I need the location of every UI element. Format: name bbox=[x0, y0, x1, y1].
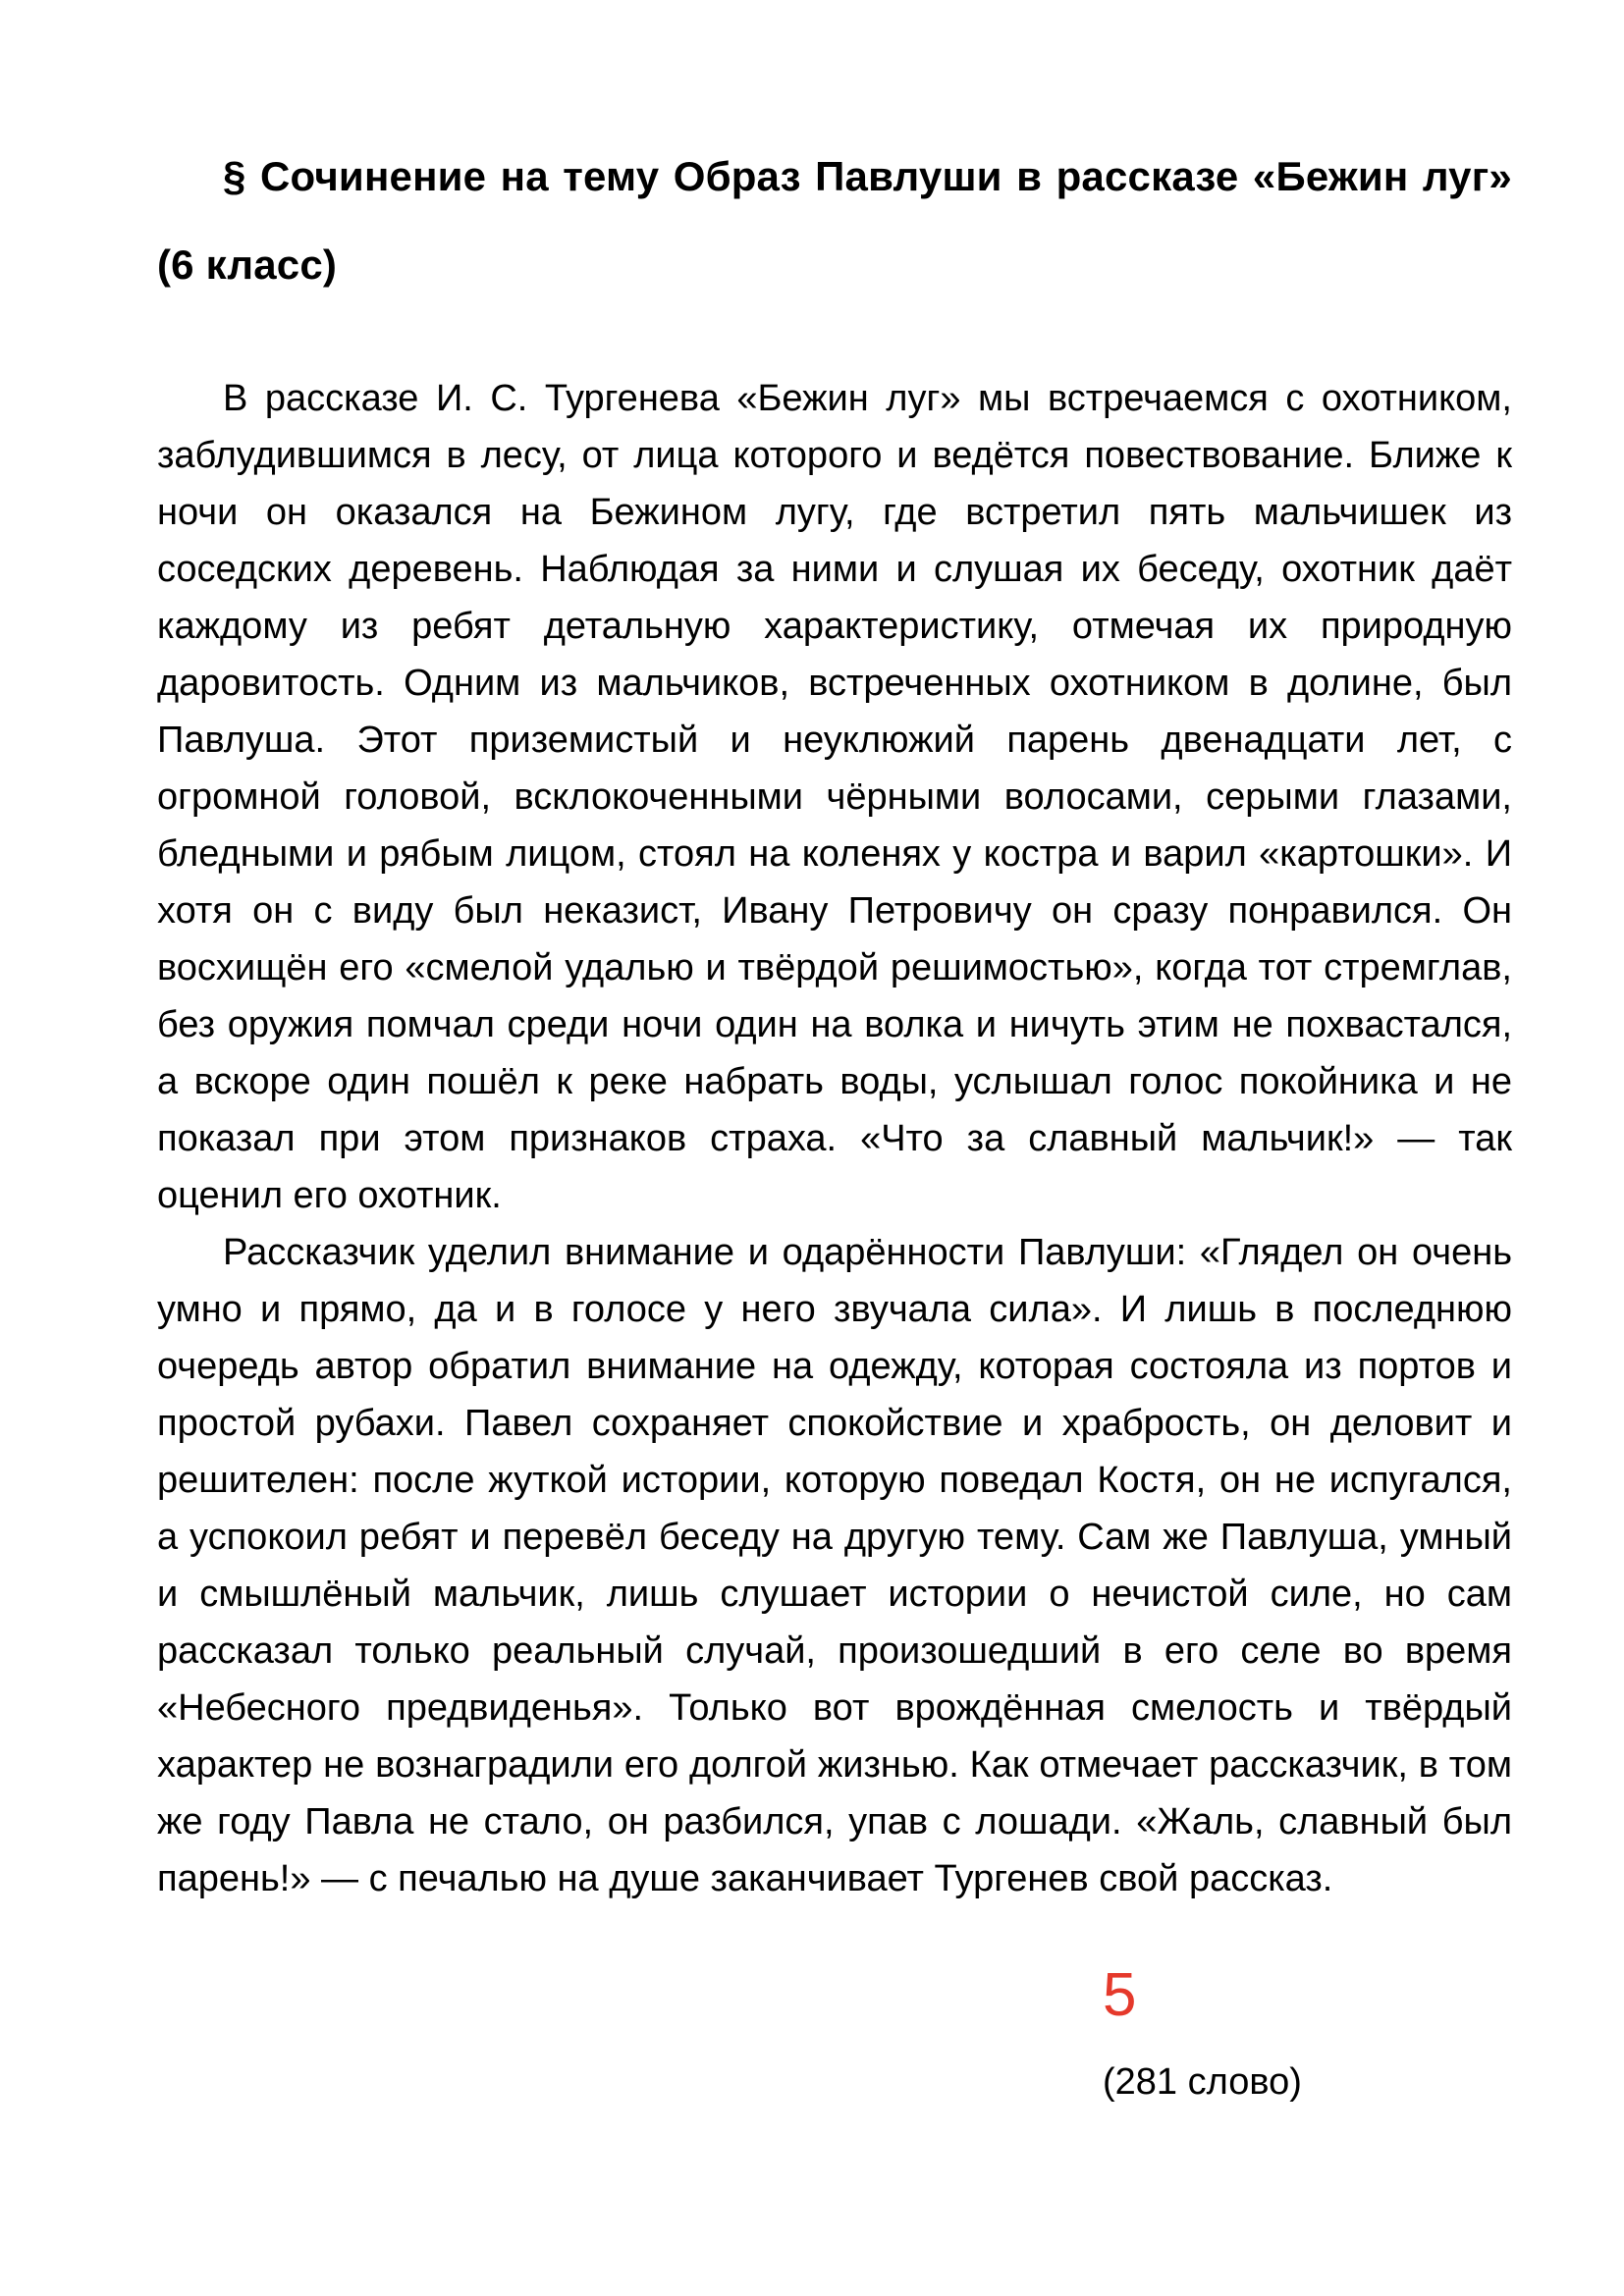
word-count: (281 слово) bbox=[1103, 2061, 1302, 2103]
essay-title: § Сочинение на тему Образ Павлуши в рассказе «Бежин луг» (6 класс) bbox=[157, 153, 1512, 288]
grade-area bbox=[1103, 1961, 1512, 2104]
essay-paragraph-1: В рассказе И. С. Тургенева «Бежин луг» мы встречаемся с охотником, заблудившимся в лесу, от лица которого и ведётся повествование. Ближе к ночи он оказался на Бежином лугу, где встретил пять мальчишек из соседских деревень. Наблюдая за ними и слушая их беседу, охотник даёт каждому из ребят детальную характеристику, отмечая их природную даровитость. Одним из мальчиков, встреченных охотником в долине, был Павлуша. Этот приземистый и неуклюжий парень двенадцати лет, с огромной головой, всклокоченными чёрными волосами, серыми глазами, бледными и рябым лицом, стоял на коленях у костра и варил «картошки». И хотя он с виду был неказист, Ивану Петровичу он сразу понравился. Он восхищён его «смелой удалью и твёрдой решимостью», когда тот стремглав, без оружия помчал среди ночи один на волка и ничуть этим не похвастался, а вскоре один пошёл к реке набрать воды, услышал голос покойника и не показал при этом признаков страха. «Что за славный мальчик!» — так оценил его охотник. bbox=[157, 378, 1512, 1216]
essay-paragraph-2: Рассказчик уделил внимание и одарённости Павлуши: «Глядел он очень умно и прямо, да и в голосе у него звучала сила». И лишь в последнюю очередь автор обратил внимание на одежду, которая состояла из портов и простой рубахи. Павел сохраняет спокойствие и храбрость, он деловит и решителен: после жуткой истории, которую поведал Костя, он не испугался, а успокоил ребят и перевёл беседу на другую тему. Сам же Павлуша, умный и смышлёный мальчик, лишь слушает истории о нечистой силе, но сам рассказал только реальный случай, произошедший в его селе во время «Небесного предвиденья». Только вот врождённая смелость и твёрдый характер не вознаградили его долгой жизнью. Как отмечает рассказчик, в том же году Павла не стало, он разбился, упав с лошади. «Жаль, славный был парень!» — с печалью на душе заканчивает Тургенев свой рассказ. bbox=[157, 1232, 1512, 1899]
grade-value: 5 bbox=[1103, 1961, 1137, 2029]
